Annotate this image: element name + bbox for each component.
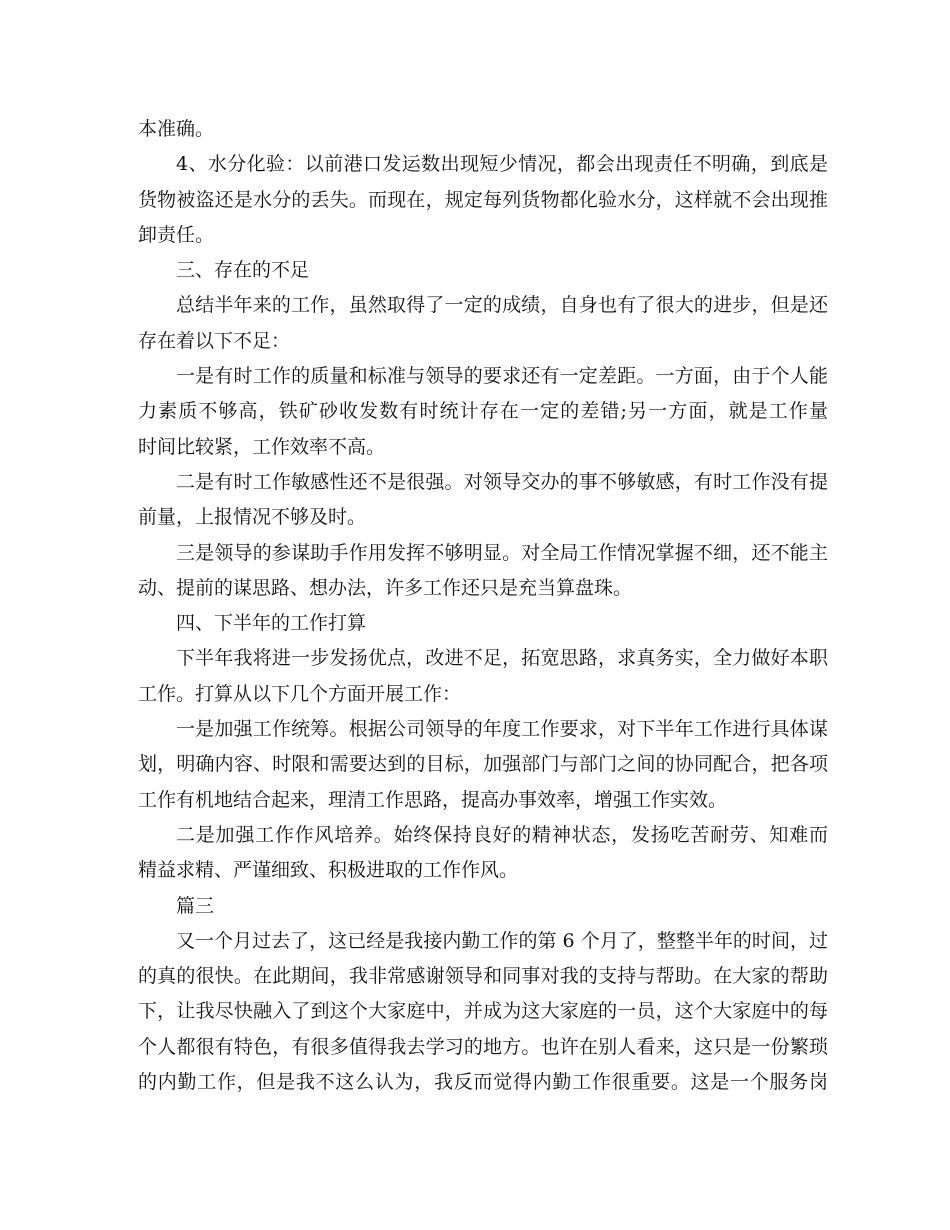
text-line: 精益求精、严谨细致、积极进取的工作作风。 <box>138 859 519 882</box>
text-line: 存在着以下不足： <box>138 329 291 352</box>
text-line: 一是加强工作统筹。根据公司领导的年度工作要求，对下半年工作进行具体谋 <box>176 718 828 741</box>
text-line: 4、水分化验：以前港口发运数出现短少情况，都会出现责任不明确，到底是 <box>176 153 828 176</box>
text-line: 下，让我尽快融入了到这个大家庭中，并成为这大家庭的一员，这个大家庭中的每 <box>138 1000 828 1023</box>
text-line: 的真的很快。在此期间，我非常感谢领导和同事对我的支持与帮助。在大家的帮助 <box>138 965 828 988</box>
text-line: 总结半年来的工作，虽然取得了一定的成绩，自身也有了很大的进步，但是还 <box>176 294 828 317</box>
text-line: 三、存在的不足 <box>176 259 310 282</box>
text-line: 前量，上报情况不够及时。 <box>138 506 367 529</box>
text-line: 二是加强工作作风培养。始终保持良好的精神状态，发扬吃苦耐劳、知难而 <box>176 823 828 846</box>
text-line: 时间比较紧，工作效率不高。 <box>138 435 386 458</box>
text-line: 货物被盗还是水分的丢失。而现在，规定每列货物都化验水分，这样就不会出现推 <box>138 188 828 211</box>
document-body-text <box>138 112 828 1100</box>
text-line: 工作有机地结合起来，理清工作思路，提高办事效率，增强工作实效。 <box>138 788 728 811</box>
text-line: 一是有时工作的质量和标准与领导的要求还有一定差距。一方面，由于个人能 <box>176 365 828 388</box>
text-line: 篇三 <box>176 894 215 917</box>
text-line: 四、下半年的工作打算 <box>176 612 367 635</box>
text-line: 二是有时工作敏感性还不是很强。对领导交办的事不够敏感，有时工作没有提 <box>176 470 828 493</box>
text-line: 划，明确内容、时限和需要达到的目标，加强部门与部门之间的协同配合，把各项 <box>138 753 828 776</box>
text-line: 工作。打算从以下几个方面开展工作： <box>138 682 462 705</box>
text-line: 力素质不够高，铁矿砂收发数有时统计存在一定的差错;另一方面，就是工作量 <box>138 400 828 423</box>
text-line: 个人都很有特色，有很多值得我去学习的地方。也许在别人看来，这只是一份繁琐 <box>138 1035 828 1058</box>
text-line: 下半年我将进一步发扬优点，改进不足，拓宽思路，求真务实，全力做好本职 <box>176 647 828 670</box>
text-line: 本准确。 <box>138 118 215 140</box>
text-line: 动、提前的谋思路、想办法，许多工作还只是充当算盘珠。 <box>138 576 633 599</box>
text-line: 三是领导的参谋助手作用发挥不够明显。对全局工作情况掌握不细，还不能主 <box>176 541 828 564</box>
text-line: 卸责任。 <box>138 223 215 246</box>
text-line: 的内勤工作，但是我不这么认为，我反而觉得内勤工作很重要。这是一个服务岗 <box>138 1071 828 1094</box>
text-line: 又一个月过去了，这已经是我接内勤工作的第 6 个月了，整整半年的时间，过 <box>176 929 828 952</box>
